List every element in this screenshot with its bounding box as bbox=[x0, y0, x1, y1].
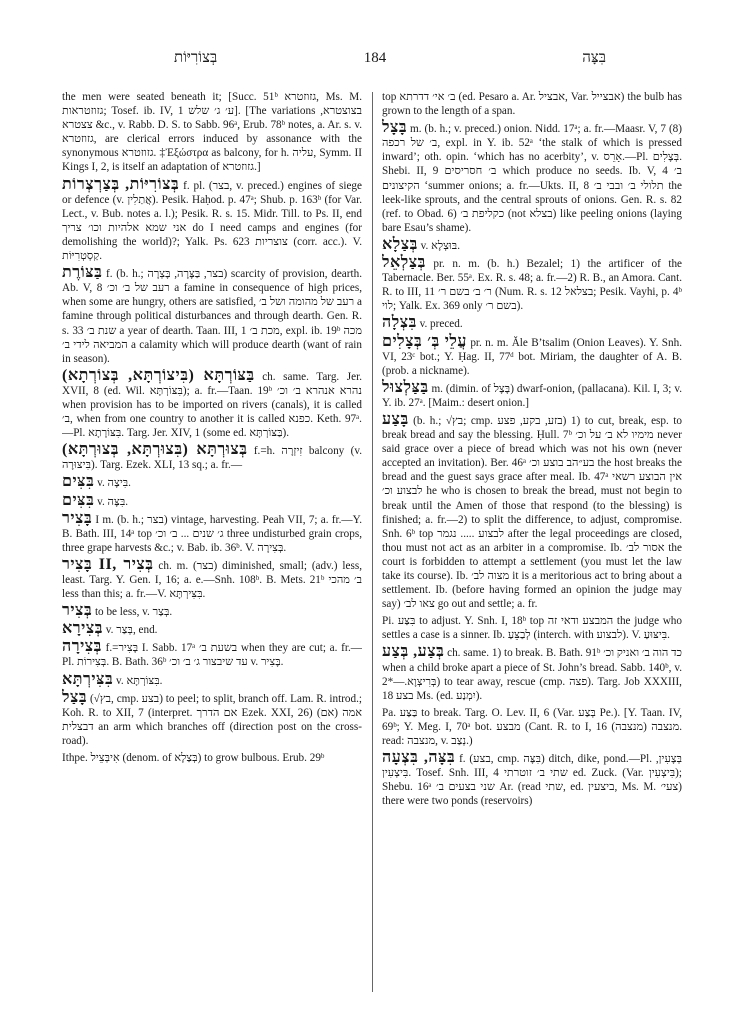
page-number: 184 bbox=[363, 50, 387, 66]
entry-text: v. בִּצָּה. bbox=[97, 495, 129, 508]
entry-text: v. בִּצּוֹרְתָּא. bbox=[115, 674, 163, 687]
entry-headword: בַּצַּלְצוּל bbox=[382, 378, 429, 396]
dictionary-entry bbox=[382, 706, 682, 748]
dictionary-entry bbox=[62, 90, 362, 175]
entry-headword: בִּצָּה, בִּצְעָה bbox=[382, 749, 456, 767]
entry-text: f. pl. (בצר, v. preced.) engines of siege or defence (v. אֲתַלִין). Pesik. Haḥod. p. 47ᵃ; Shub. p. 163ᵇ (for Var. Lect., v. Bub. notes a. l.); Pesik. R. s. 15. Midr. Till. to Ps. II, end אני שמא אלהיות וכו׳ צריך do I need camps and engines (for demolishing the world)?; Yalk. Ps. 623 צוצריות (corr. acc.). V. קַסְטְרִיּוֹת. bbox=[62, 179, 362, 263]
entry-text: ch. m. (בצר) diminished, small; (adv.) less, least. Targ. Y. Gen. I, 16; a. e.—Snh. 108ᵇ. B. Mets. 21ᵇ ב׳ מהכי less than this; a. fr.—V. בִּצִּירְתָּא. bbox=[62, 559, 362, 601]
dictionary-entry bbox=[62, 175, 362, 264]
entry-text: m. (b. h.; v. preced.) onion. Nidd. 17ᵃ; a. fr.—Maasr. V, 7 (8) ב׳ של רכפה, expl. in Y. ib. 52ᵃ ‘the stalk of which is pressed inward’; oth. opin. ‘which has no acerbity’, v. אָרֵס.—Pl. בְּצָלִים. Shebi. II, 9 ב׳ חסריסים which produce no seeds. Ib. V, 4 ב׳ הקיצונים ‘summer onions; a. fr.—Ukts. II, 8 תלולי ב׳ ובבי ב׳ the leek-like sprouts, and the central sprouts of onions. Gen. R. s. 82 (ref. to Obad. 6) כקליפת ב׳ (not בצלא) like peeling onions (laying bare Esau’s shame). bbox=[382, 123, 682, 234]
left-column bbox=[62, 90, 362, 995]
dictionary-entry bbox=[62, 622, 362, 637]
entry-text: v. בְּצַר, end. bbox=[105, 624, 158, 637]
entry-headword: בְּצַע, בְּצַע bbox=[382, 643, 445, 661]
header-left-word: בְּצוֹרִיּוֹת bbox=[174, 50, 218, 66]
entry-text: Ithpe. אִיבְּצֵיל (denom. of בְּצַלָא) to grow bulbous. Erub. 29ᵇ bbox=[62, 752, 325, 765]
entry-text: to be less, v. בְּצַר. bbox=[94, 606, 173, 619]
entry-text: Pi. בִּצַּע to adjust. Y. Snh. I, 18ᵇ top המבצע ודאי זה the judge who settles a case is a sinner. Ib. לְבַצֵּעַ (interch. with לבצוע). V. בִּיצּוּעַ. bbox=[382, 615, 682, 642]
dictionary-entry bbox=[382, 90, 682, 118]
entry-headword: בְּצַלְאֵל bbox=[382, 254, 426, 272]
entry-headword: בַּצּוֹרְתָּא (בִּיצוֹרְתָּא, בְּצוֹרְתָא) bbox=[62, 366, 255, 384]
header-right-word: בִּצָּה bbox=[582, 50, 606, 66]
entry-headword: בְּצוֹרִיּוֹת, בְּצַרְצְרוֹת bbox=[62, 175, 180, 193]
dictionary-entry bbox=[62, 366, 362, 440]
entry-headword: בִּצִּים bbox=[62, 473, 95, 491]
entry-text: ch. same. 1) to break. B. Bath. 91ᵇ כד הוה ב׳ ואניק וכ׳ when a child broke apart a piece of St. John’s bread. Sabb. 140ᵇ, v. בְּרִיצְוָא.—*2) to tear away, rescue (cmp. פצה). Targ. Job XXXIII, 18 בצע Ms. (ed. יִמְנַע). bbox=[382, 647, 682, 702]
entry-text: (b. h.; √בץ; cmp. בזע, בקע, פצע) 1) to cut, break, esp. to break bread and say the blessing. Ḥull. 7ᵇ מימיו לא ב׳ על וכ׳ never said grace over a piece of bread which was not his own (never accepted an invitation). Ber. 46ᵃ בע״הב בוצע וכ׳ the host breaks the bread and the guest says grace after meal. Ib. 47ᵃ אין הבוצע רשאי לבצוע וכ׳ he who is chosen to break the bread, must not begin to break until the Amen of those that respond (to the blessing) is finished; a. fr.—2) to split the difference, to adjust, compromise. Snh. 6ᵇ top לבצוע ..... נגמר after the legal proceedings are closed, thou must not act as an arbiter in a compromise. Ib. אסור לב׳ the court is forbidden to attempt a settlement (you must let the law take its course). Ib. מצוה לב׳ it is a meritorious act to bring about a settlement. Ib. (before having formed an opinion the judge may say) צאו לב׳ go out and settle; a. fr. bbox=[382, 414, 682, 611]
entry-text: the men were seated beneath it; [Succ. 51ᵇ גזוזטרא, Ms. M. גזוזטראות; Tosef. ib. IV, 1 ע׳ ג׳ שלש]. [The variations בצוצטרא, צצטרא &c., v. Rabb. D. S. to Sabb. 96ᵃ, Erub. 78ᵇ notes, a. Ar. s. v. גזוזטרא, are clerical errors induced by assonance with the synonymous גזוזטרא. ‡Ἐξώστρα as balcony, for h. עליה, Symm. II Kings I, 2, is itself an adaptation of גזוזטרא.] bbox=[62, 91, 362, 174]
entry-headword: בְּצוּרְתָּא (בִּצוּרְתָּא, בְּצוּרְתָּא) bbox=[62, 441, 248, 459]
entry-text: pr. n. m. (b. h.) Bezalel; 1) the artificer of the Tabernacle. Ber. 55ᵃ. Ex. R. s. 48; a. fr.—2) R. B., an Amora. Cant. R. to III, 11 ר׳ ב׳ בשם ר׳ (Num. R. s. 12 בצלאל; Pesik. Vayhi, p. 4ᵇ לוי; Yalk. Ex. 369 only בשם ר׳). bbox=[382, 258, 682, 313]
entry-headword: בָּצַל bbox=[62, 688, 88, 706]
entry-text: ch. same. Targ. Jer. XVII, 8 (ed. Wil. בִּצּוֹרְתָּא); a. fr.—Taan. 19ᵇ נהרא אנהרא ב׳ וכ׳ when provision has to be imported on rivers (canals), it is called ב׳, when from one country to another it is called כפנא. Keth. 97ᵃ.—Pl. בִּצּוֹרָתָא. Targ. Jer. XIV, 1 (some ed. בַּצּוֹרְתָּא). bbox=[62, 370, 362, 440]
entry-text: (√בץ, cmp. בצע) to peel; to split, branch off. Lam. R. introd.; Koh. R. to XII, 7 (interpret. אם הדרך Ezek. XXI, 26) (אם) אמה דבצלית an arm which branches off (direction post on the cross-road). bbox=[62, 692, 362, 747]
dictionary-entry bbox=[382, 645, 682, 702]
dictionary-entry bbox=[62, 475, 362, 490]
dictionary-entry bbox=[62, 443, 362, 472]
dictionary-entry bbox=[382, 121, 682, 235]
entry-headword: בִּצְלָה bbox=[382, 314, 417, 332]
entry-headword: עֲלֵי בְּ׳ בְּצָלִים bbox=[382, 332, 467, 350]
entry-text: m. (dimin. of בָּצָל) dwarf-onion, (pallacana). Kil. I, 3; v. Y. ib. 27ᵃ. [Maim.: desert onion.] bbox=[382, 382, 682, 409]
dictionary-entry bbox=[62, 555, 362, 601]
dictionary-entry bbox=[62, 670, 362, 688]
entry-text: top ב׳ אי׳ דדרתא (ed. Pesaro a. Ar. אבציל, Var. אבצייל) the bulb has grown to the length of a span. bbox=[382, 91, 682, 118]
dictionary-entry bbox=[382, 256, 682, 313]
running-header bbox=[62, 50, 688, 74]
dictionary-entry bbox=[382, 316, 682, 331]
entry-headword: בָּצִיר II, בְּצִיר bbox=[62, 555, 154, 573]
entry-headword: בְּצִיר bbox=[62, 602, 93, 620]
entry-text: f. (b. h.; בצר, בַּצָּרָה, בָּצְרָה) scarcity of provision, dearth. Ab. V, 8 רעב של ב׳ וכ׳ a famine in consequence of high prices, when some are hungry, others are satisfied, רעב של מהומה ושל ב׳ a famine through political disturbances and through dearth. Gen. R. s. 33 שנת ב׳ a year of dearth. Taan. III, 1 מכת ב׳, expl. ib. 19ᵇ מכה המביאה לידי ב׳ a calamity which will produce dearth (want of rain in season). bbox=[62, 268, 362, 365]
column-divider bbox=[372, 92, 373, 992]
dictionary-entry bbox=[62, 604, 362, 619]
entry-headword: בָּצַע bbox=[382, 410, 409, 428]
entry-headword: בַּצּוֹרֶת bbox=[62, 264, 103, 282]
entry-text: I m. (b. h.; בצר) vintage, harvesting. Peah VII, 7; a. fr.—Y. B. Bath. III, 14ᵃ top ג׳ שנים ... ב׳ וכ׳ three undisturbed grain crops, three grape harvests &c.; v. Bab. ib. 36ᵇ. V. בְּצִירָה. bbox=[62, 513, 362, 554]
entry-text: Pa. בַּצַּע to break. Targ. O. Lev. II, 6 (Var. בְּצַע Pe.). [Y. Taan. IV, 69ᵇ; Y. Meg. I, 70ᵃ bot. מבצע (Cant. R. to I, 16 מנצבה (מנצבה). read: מנצבה, v. נְצַב.) bbox=[382, 706, 682, 748]
entry-text: v. בִּיצָה. bbox=[97, 477, 131, 490]
entry-headword: בְּצִירָה bbox=[62, 638, 102, 656]
entry-headword: בִּצִּירְתָּא bbox=[62, 670, 114, 688]
dictionary-entry bbox=[382, 751, 682, 808]
entry-text: v. preced. bbox=[419, 318, 463, 331]
dictionary-entry bbox=[62, 509, 362, 555]
dictionary-entry bbox=[382, 614, 682, 642]
dictionary-entry bbox=[382, 235, 682, 253]
dictionary-entry bbox=[62, 491, 362, 509]
dictionary-entry bbox=[62, 640, 362, 669]
entry-headword: בָּצָל bbox=[382, 119, 408, 137]
entry-headword: בָּצִיר bbox=[62, 509, 93, 527]
entry-text: f.=בָּצִיר I. Sabb. 17ᵃ בשעת ב׳ when they are cut; a. fr.—Pl. בְּצִירוֹת. B. Bath. 36ᵇ עד שיבצור ג׳ ב׳ וכ׳ v. בָּצִיר. bbox=[62, 642, 362, 669]
dictionary-entry bbox=[62, 751, 362, 765]
dictionary-entry bbox=[382, 410, 682, 611]
entry-text: pr. n. m. Ăle B’tsalim (Onion Leaves). Y. Snh. VI, 23ᶜ bot.; Y. Ḥag. II, 77ᵈ bot. Miriam, the daughter of A. B. (prob. a nickname). bbox=[382, 336, 682, 377]
entry-text: f. (בצע, cmp. בִּצָּה) ditch, dike, pond.—Pl. בְּצָעִין, בִּיצְעִין. Tosef. Snh. III, 4 שתי ב׳ זוטרתי ed. Zuck. (Var. בִּיצְעִין); Shebu. 16ᵃ שני בצעים ב׳ Ar. (read שתי, ed. ביצעין, Ms. M. צעי׳) there were two ponds (reservoirs) bbox=[382, 753, 682, 808]
entry-headword: בְּצַלָא bbox=[382, 235, 418, 253]
dictionary-entry bbox=[382, 332, 682, 378]
entry-text: v. בּוּצְלָא. bbox=[420, 239, 460, 252]
dictionary-entry bbox=[382, 378, 682, 410]
dictionary-entry bbox=[62, 266, 362, 366]
dictionary-entry bbox=[62, 688, 362, 748]
entry-text: f.=h. זִיזְרָה balcony (v. בִּיצוּרָה). Targ. Ezek. XLI, 13 sq.; a. fr.— bbox=[62, 445, 362, 472]
entry-headword: בְּצִירָא bbox=[62, 620, 103, 638]
entry-headword: בִּצִּים bbox=[62, 491, 95, 509]
right-column bbox=[382, 90, 682, 995]
